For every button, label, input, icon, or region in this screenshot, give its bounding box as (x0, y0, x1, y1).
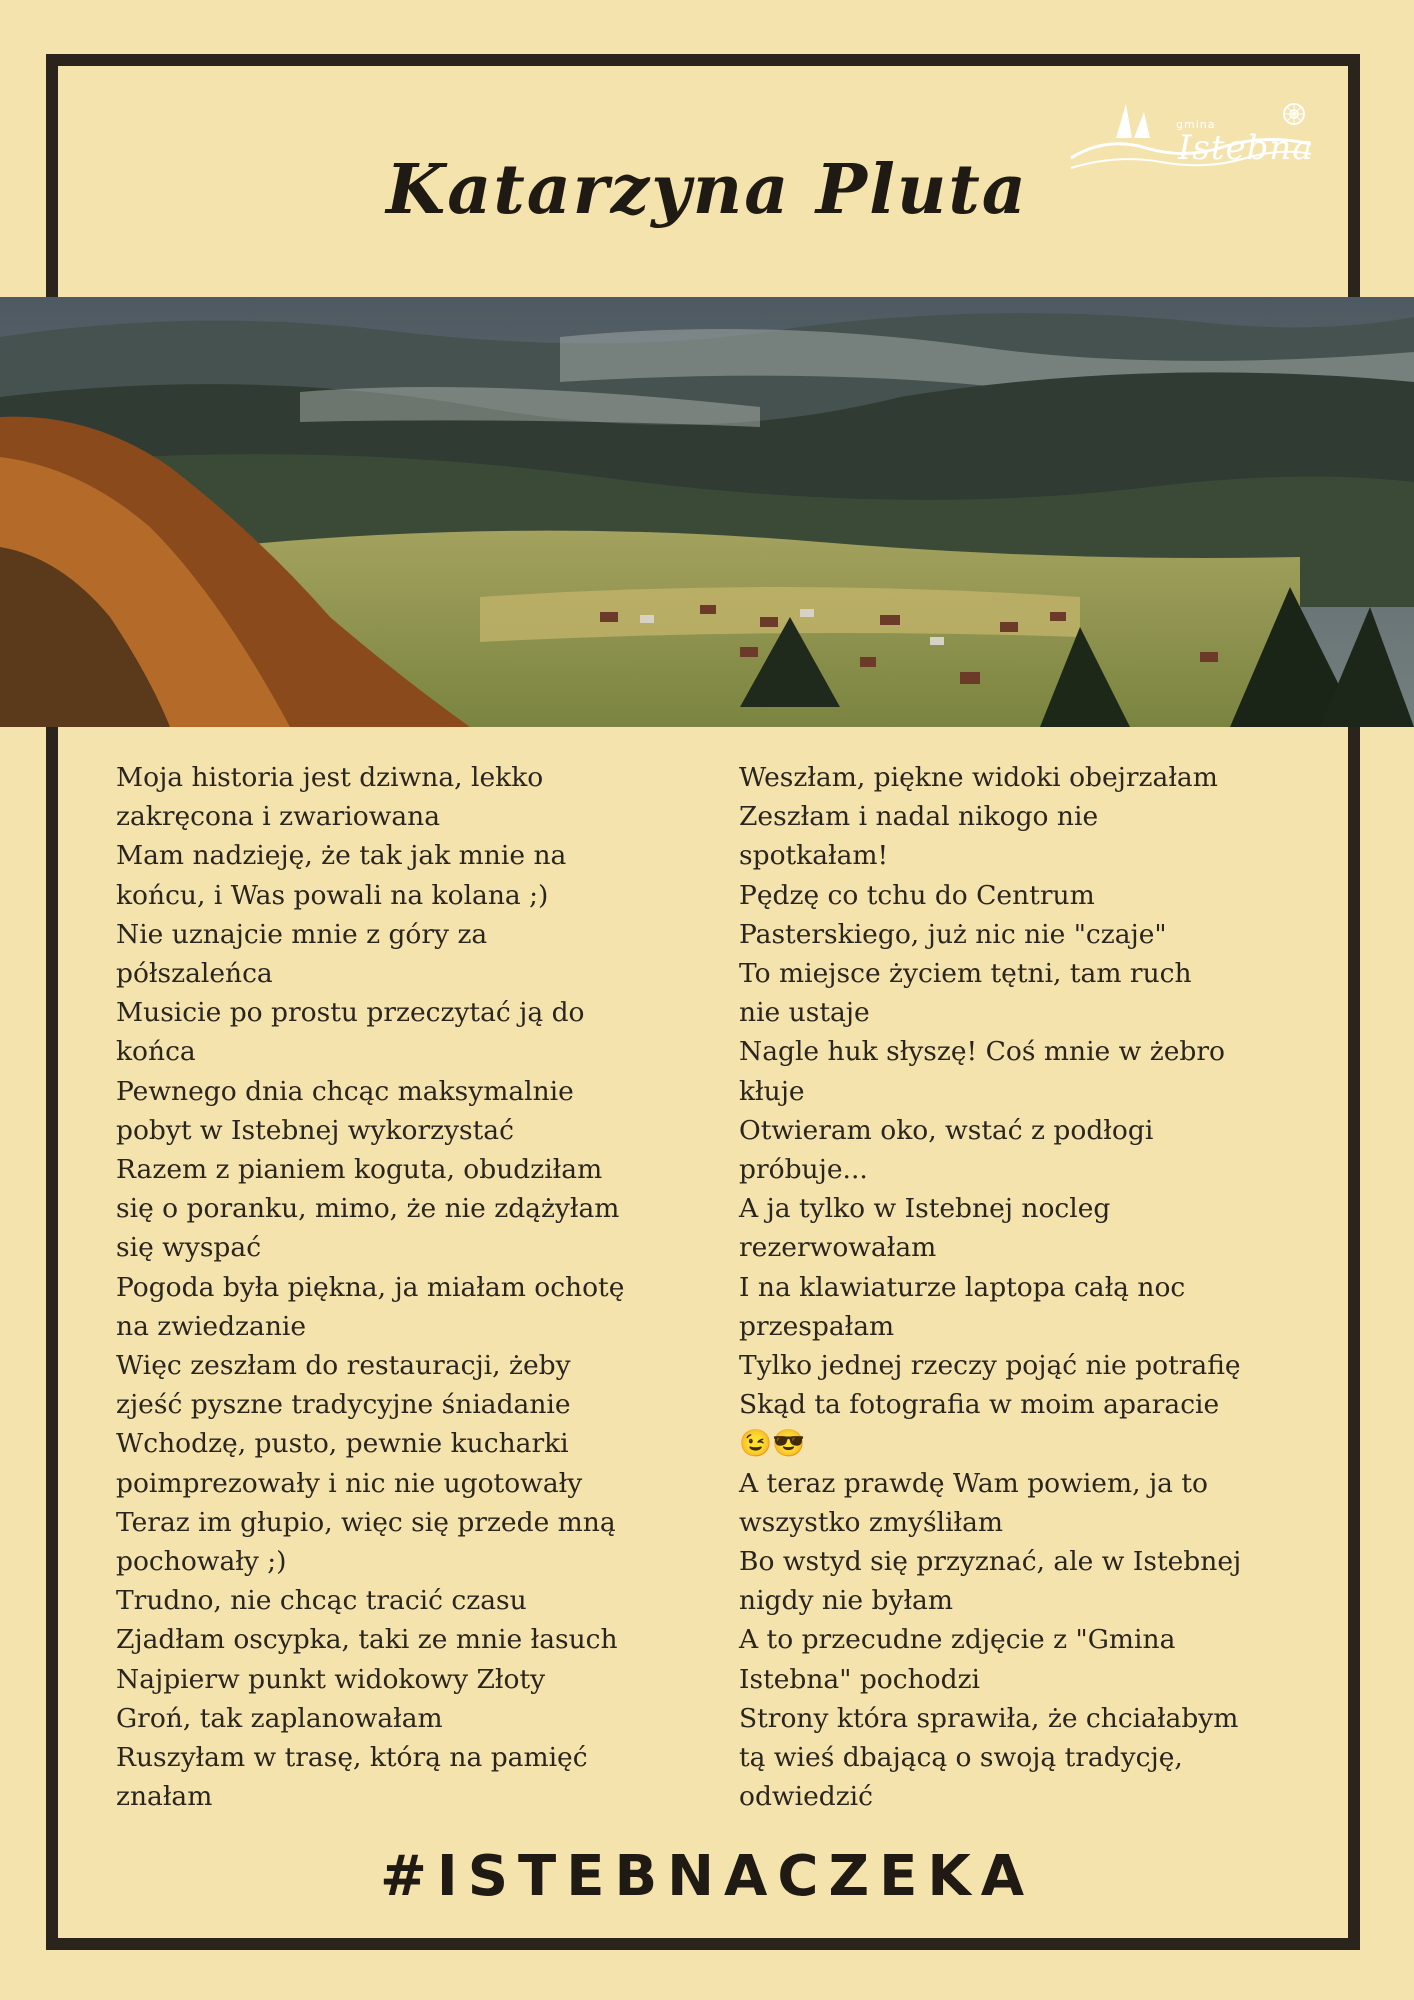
poem-line: zjeść pyszne tradycyjne śniadanie (116, 1389, 571, 1421)
poem-line: Razem z pianiem koguta, obudziłam (116, 1154, 603, 1186)
poem-line: odwiedzić (739, 1781, 874, 1813)
poem-line: przespałam (739, 1310, 895, 1342)
poem-line: Najpierw punkt widokowy Złoty (116, 1663, 546, 1695)
poem-line: rezerwowałam (739, 1232, 937, 1264)
poem-line: A ja tylko w Istebnej nocleg (739, 1193, 1111, 1225)
poem-line: nie ustaje (739, 997, 870, 1029)
gmina-istebna-logo (1066, 96, 1316, 196)
poem-line: końca (116, 1036, 196, 1068)
poem-line: nigdy nie byłam (739, 1585, 953, 1617)
poem-line: Mam nadzieję, że tak jak mnie na (116, 840, 567, 872)
poem-line: A to przecudne zdjęcie z "Gmina (739, 1624, 1176, 1656)
poem-line: Wchodzę, pusto, pewnie kucharki (116, 1428, 569, 1460)
poem-column-right (739, 758, 1305, 1816)
logo-text: Istebna (1178, 128, 1314, 168)
poem-line: pochowały ;) (116, 1546, 287, 1578)
poem-line: Tylko jednej rzeczy pojąć nie potrafię (739, 1350, 1241, 1382)
poem-line: kłuje (739, 1075, 805, 1107)
hashtag: #ISTEBNACZEKA (379, 1844, 1035, 1909)
poem-line: zakręcona i zwariowana (116, 801, 441, 833)
poem-line: Strony która sprawiła, że chciałabym (739, 1702, 1239, 1734)
poem-line: spotkałam! (739, 840, 889, 872)
poem-line: Trudno, nie chcąc tracić czasu (116, 1585, 527, 1617)
poem-line: Zeszłam i nadal nikogo nie (739, 801, 1099, 833)
poem-line: wszystko zmyśliłam (739, 1506, 1004, 1538)
poem-line: I na klawiaturze laptopa całą noc (739, 1271, 1186, 1303)
poem-line: Zjadłam oscypka, taki ze mnie łasuch (116, 1624, 618, 1656)
poem-line: Teraz im głupio, więc się przede mną (116, 1506, 616, 1538)
poem-line: Nie uznajcie mnie z góry za (116, 918, 488, 950)
poem-line: Skąd ta fotografia w moim aparacie (739, 1389, 1220, 1421)
poem-column-left (116, 758, 676, 1816)
poem-line: się o poranku, mimo, że nie zdążyłam (116, 1193, 620, 1225)
poem-line: Otwieram oko, wstać z podłogi (739, 1114, 1154, 1146)
poem-line: na zwiedzanie (116, 1310, 307, 1342)
poem-line: próbuje... (739, 1154, 868, 1186)
poem-line: znałam (116, 1781, 213, 1813)
page-title: Katarzyna Pluta (386, 150, 1028, 230)
poem-line: To miejsce życiem tętni, tam ruch (739, 958, 1192, 990)
logo-small-text: gmina (1176, 118, 1216, 131)
poem-line: Musicie po prostu przeczytać ją do (116, 997, 585, 1029)
poem-line: Moja historia jest dziwna, lekko (116, 762, 544, 793)
poem-line: Więc zeszłam do restauracji, żeby (116, 1350, 571, 1382)
poem-line: Pogoda była piękna, ja miałam ochotę (116, 1271, 625, 1303)
poem-line: A teraz prawdę Wam powiem, ja to (739, 1467, 1208, 1499)
poem-line: Pewnego dnia chcąc maksymalnie (116, 1075, 574, 1107)
poem-line: Weszłam, piękne widoki obejrzałam (739, 762, 1218, 793)
poem-line: Bo wstyd się przyznać, ale w Istebnej (739, 1546, 1242, 1578)
poem-line: Pędzę co tchu do Centrum (739, 879, 1095, 911)
poem-line: półszaleńca (116, 958, 273, 990)
poem-line: Pasterskiego, już nic nie "czaje" (739, 918, 1167, 950)
poem-line: Ruszyłam w trasę, którą na pamięć (116, 1742, 588, 1774)
emoji-line: 😉😎 (739, 1428, 805, 1460)
poem-line: Istebna" pochodzi (739, 1663, 981, 1695)
poem-line: Groń, tak zaplanowałam (116, 1702, 443, 1734)
poem-line: Nagle huk słyszę! Coś mnie w żebro (739, 1036, 1225, 1068)
poem-line: końcu, i Was powali na kolana ;) (116, 879, 549, 911)
poem-line: tą wieś dbającą o swoją tradycję, (739, 1742, 1183, 1774)
poem-line: pobyt w Istebnej wykorzystać (116, 1114, 514, 1146)
mountain-landscape-photo (0, 297, 1414, 727)
poem-line: poimprezowały i nic nie ugotowały (116, 1467, 583, 1499)
poem-line: się wyspać (116, 1232, 262, 1264)
